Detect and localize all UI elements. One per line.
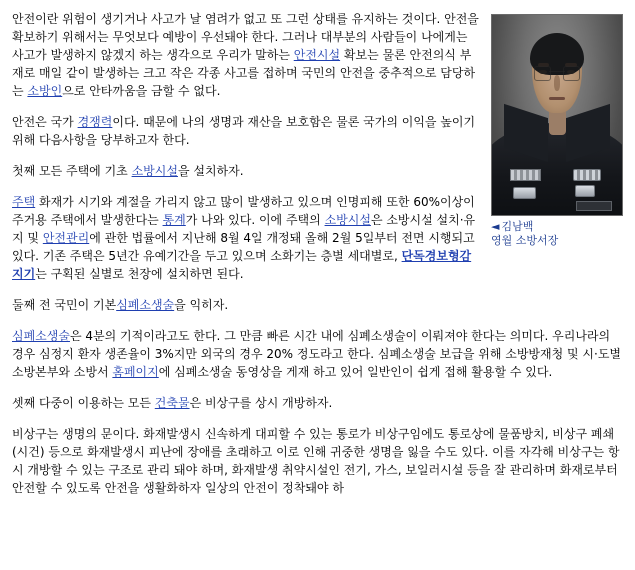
link-competitiveness[interactable]: 경쟁력 <box>77 115 113 129</box>
link-building[interactable]: 건축물 <box>154 396 190 410</box>
eye-right <box>567 70 575 74</box>
p7-text-a: 셋째 다중이 이용하는 모든 <box>12 396 155 410</box>
p2-text-a: 안전은 국가 <box>12 115 78 129</box>
uniform-nameplate <box>576 201 612 211</box>
uniform-badge-left-lower <box>513 187 536 199</box>
link-cpr-2[interactable]: 심폐소생술 <box>12 329 70 343</box>
service-ribbon-bar <box>510 169 541 181</box>
eyeglass-bridge <box>549 71 565 72</box>
link-safety-facility[interactable]: 안전시설 <box>293 48 341 62</box>
uniform-badge-right-upper <box>573 169 601 181</box>
link-firefighter[interactable]: 소방인 <box>27 84 63 98</box>
p3-text-a: 첫째 모든 주택에 기초 <box>12 164 132 178</box>
link-safety-management[interactable]: 안전관리 <box>42 231 90 245</box>
uniform-badge-right-lower <box>575 185 595 197</box>
paragraph-8: 비상구는 생명의 문이다. 화재발생시 신속하게 대피할 수 있는 통로가 비상구임에도 통로상에 물품방치, 비상구 폐쇄(시건) 등으로 화재발생시 피난에 장애를 초래하고 이로 인해 귀중한 생명을 잃을 수도 있다. 이를 자각해 비상구는 항시 개방할 수 있는 구조로 관리 돼야 하며, 화재발생 취약시설인 전기, 가스, 보일러시설 등을 잘 관리하며 화재로부터 안전할 수 있도록 안전을 생활화하자 일상의 안전이 정착돼야 하 <box>12 427 620 495</box>
p5-text-a: 둘째 전 국민이 기본 <box>12 298 117 312</box>
portrait-uniformed-officer <box>491 14 623 216</box>
p4-text-b: 가 나와 있다. 이에 주택의 <box>185 213 325 227</box>
p6-text-b: 에 심폐소생술 동영상을 게재 하고 있어 일반인이 쉽게 접해 활용할 수 있다. <box>158 365 553 379</box>
p6-text-a: 은 4분의 기적이라고도 한다. 그 만큼 빠른 시간 내에 심폐소생술이 이뤄져야 한다는 의미다. 우리나라의 경우 심정지 환자 생존율이 3%지만 외국의 경우 20% 정도라고 한다. 심폐소생술 보급을 위해 소방방재청 및 시·도별 소방본부와 소방서 <box>12 329 622 379</box>
article-figure <box>491 14 623 248</box>
link-homepage[interactable]: 홈페이지 <box>112 365 159 379</box>
paragraph-6 <box>12 327 623 381</box>
p3-text-b: 을 설치하자. <box>177 164 244 178</box>
p1-text-c: 으로 안타까움을 금할 수 없다. <box>62 84 221 98</box>
p4-text-d: 에 관한 법률에서 지난해 8월 4일 개정돼 올해 2월 5일부터 전면 시행되고 있다. 기존 주택은 5년간 유예기간을 두고 있으며 소화기는 층별 세대별로, <box>12 231 475 263</box>
caption-name: 김남백 <box>501 220 534 233</box>
p5-text-b: 을 익히자. <box>174 298 229 312</box>
nose <box>554 75 561 91</box>
p4-text-a: 화재가 시기와 계절을 가리지 않고 많이 발생하고 있으며 인명피해 또한 60%이상이 주거용 주택에서 발생한다는 <box>12 195 475 227</box>
paragraph-5 <box>12 296 623 314</box>
link-cpr-1[interactable]: 심폐소생술 <box>116 298 175 312</box>
figure-caption <box>491 220 623 248</box>
p1-text-a: 안전이란 위험이 생기거나 사고가 날 염려가 없고 또 그런 상태를 유지하는 것이다. 안전을 확보하기 위해서는 무엇보다 예방이 우선돼야 한다. 그러나 대부분의 사람들이 나에게는 사고가 발생하지 않겠지 하는 생각으로 우리가 말하는 <box>12 12 479 62</box>
caption-title: 영월 소방서장 <box>491 234 559 247</box>
link-statistics[interactable]: 통계 <box>162 213 186 227</box>
link-firefighting-equipment-1[interactable]: 소방시설 <box>131 164 178 178</box>
mouth <box>549 97 565 100</box>
caption-arrow-icon: ◄ <box>491 220 500 233</box>
p7-text-b: 은 비상구를 상시 개방하자. <box>189 396 333 410</box>
p4-text-e: 는 구획된 실별로 천장에 설치하면 된다. <box>35 267 244 281</box>
paragraph-7 <box>12 394 623 412</box>
p2-text-b: 이다. 때문에 나의 생명과 재산을 보호함은 물론 국가의 이익을 높이기 위해 다음사항을 당부하고자 한다. <box>12 115 476 147</box>
link-firefighting-equipment-2[interactable]: 소방시설 <box>324 213 371 227</box>
link-standalone-smoke-alarm[interactable]: 단독경보형감지기 <box>12 249 472 281</box>
p4-text-c: 은 소방시설 설치·유지 및 <box>12 213 476 245</box>
link-housing[interactable]: 주택 <box>12 195 36 209</box>
p1-text-b: 확보는 물론 안전의식 부재로 매일 같이 발생하는 크고 작은 각종 사고를 접하며 국민의 안전을 중추적으로 담당하는 <box>12 48 476 98</box>
